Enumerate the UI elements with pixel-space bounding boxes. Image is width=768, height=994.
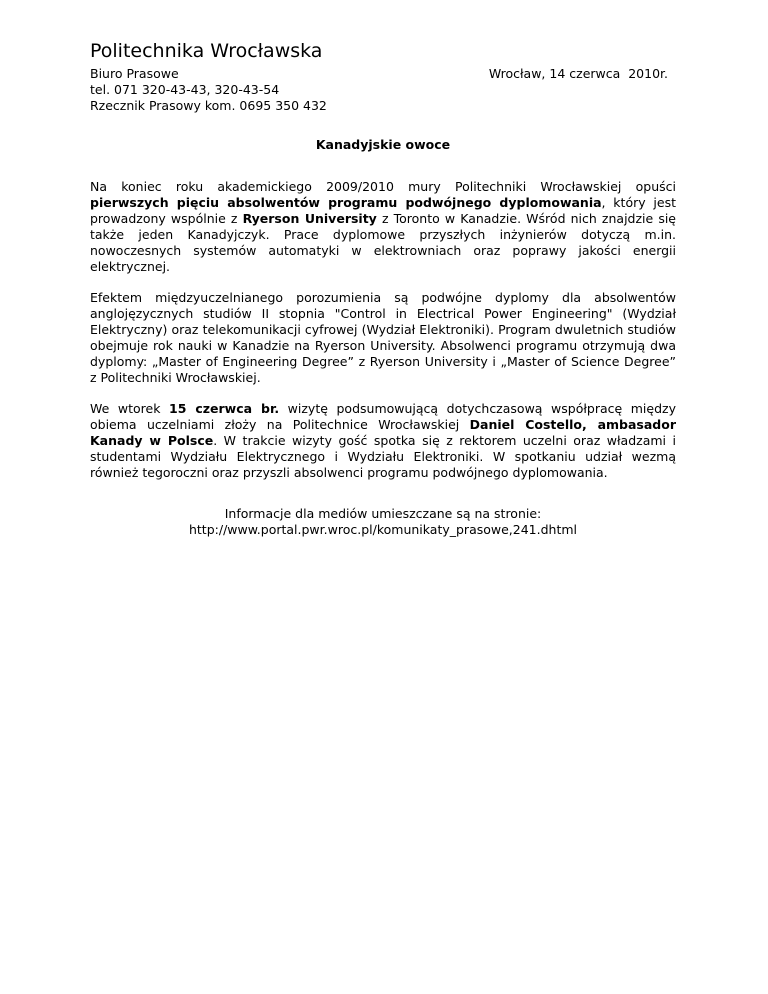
media-info-line: Informacje dla mediów umieszczane są na stronie: xyxy=(224,506,542,521)
paragraph-3-bold-ambassador: Daniel Costello, ambasador Kanady w Polsce xyxy=(90,417,676,448)
paragraph-1-text-b: , który jest prowadzony wspólnie z xyxy=(90,195,676,226)
media-info-url: http://www.portal.pwr.wroc.pl/komunikaty_prasowe,241.dhtml xyxy=(188,522,578,537)
paragraph-3-text-a: We wtorek xyxy=(90,401,170,416)
place-and-date: Wrocław, 14 czerwca 2010r. xyxy=(488,66,668,81)
letterhead xyxy=(90,66,676,114)
paragraph-2: Efektem międzyuczelnianego porozumienia są podwójne dyplomy dla absolwentów anglojęzycznych studiów II stopnia "Control in Electrical Power Engineering" (Wydział Elektryczny) oraz telekomunikacji cyfrowej (Wydział Elektroniki). Program dwuletnich studiów obejmuje rok nauki w Kanadzie na Ryerson University. Absolwenci programu otrzymują dwa dyplomy: „Master of Engineering Degree” z Ryerson University i „Master of Science Degree” z Politechniki Wrocławskiej. xyxy=(90,290,676,385)
paragraph-1-text-c: z Toronto w Kanadzie. Wśród nich znajdzie się także jeden Kanadyjczyk. Prace dyplomowe przyszłych inżynierów dotyczą m.in. nowoczesnych systemów automatyki w elektrowniach oraz poprawy jakości energii elektrycznej. xyxy=(90,211,676,274)
organization-name: Politechnika Wrocławska xyxy=(90,40,323,62)
paragraph-1-bold-university: Ryerson University xyxy=(242,211,377,226)
paragraph-1 xyxy=(90,179,676,275)
press-release-page xyxy=(90,38,676,538)
press-office: Biuro Prasowe xyxy=(90,66,179,81)
paragraph-1-bold-graduates: pierwszych pięciu absolwentów programu podwójnego dyplomowania xyxy=(90,195,602,210)
document-title: Kanadyjskie owoce xyxy=(315,137,451,152)
paragraph-1-text-a: Na koniec roku akademickiego 2009/2010 mury Politechniki Wrocławskiej opuści xyxy=(90,179,676,194)
phone-numbers: tel. 071 320-43-43, 320-43-54 xyxy=(90,82,280,97)
paragraph-3 xyxy=(90,401,676,481)
media-info xyxy=(90,506,676,538)
paragraph-3-text-c: . W trakcie wizyty gość spotka się z rektorem uczelni oraz władzami i studentami Wydziału Elektrycznego i Wydziału Elektroniki. W spotkaniu udział wezmą również tegoroczni oraz przyszli absolwenci programu podwójnego dyplomowania. xyxy=(90,433,676,480)
spokesperson-contact: Rzecznik Prasowy kom. 0695 350 432 xyxy=(90,98,327,113)
paragraph-3-bold-date: 15 czerwca br. xyxy=(169,401,280,416)
paragraph-3-text-b: wizytę podsumowującą dotychczasową współpracę między obiema uczelniami złoży na Politechnice Wrocławskiej xyxy=(90,401,676,432)
